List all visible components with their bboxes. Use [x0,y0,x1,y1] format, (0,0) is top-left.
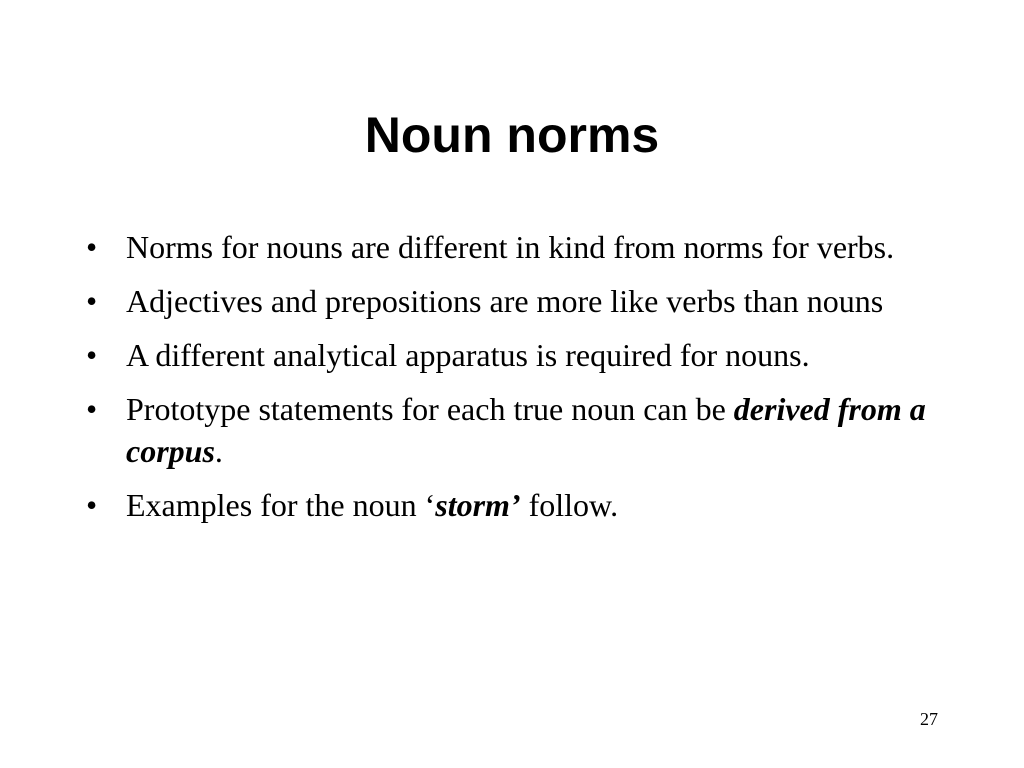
bullet-emphasis: storm’ [435,487,521,523]
bullet-item [84,334,944,376]
bullet-icon: • [86,229,98,265]
slide-title: Noun norms [364,107,660,163]
bullet-icon: • [86,487,98,523]
bullet-list [84,226,944,538]
bullet-icon: • [86,337,98,373]
bullet-text-end: follow. [520,487,619,523]
bullet-text: Norms for nouns are different in kind from norms for verbs. [126,229,895,265]
bullet-text-end: . [214,433,223,469]
bullet-text-start: Examples for the noun ‘ [126,487,436,523]
bullet-item [84,484,944,526]
page-number: 27 [920,709,938,729]
bullet-emphasis: derived from a corpus [126,391,926,469]
bullet-icon: • [86,283,98,319]
bullet-text: A different analytical apparatus is required for nouns. [126,337,810,373]
bullet-text: Adjectives and prepositions are more like verbs than nouns [126,283,884,319]
bullet-item [84,226,944,268]
bullet-item [84,388,944,472]
bullet-item [84,280,944,322]
bullet-icon: • [86,391,98,427]
bullet-text-start: Prototype statements for each true noun can be [126,391,734,427]
